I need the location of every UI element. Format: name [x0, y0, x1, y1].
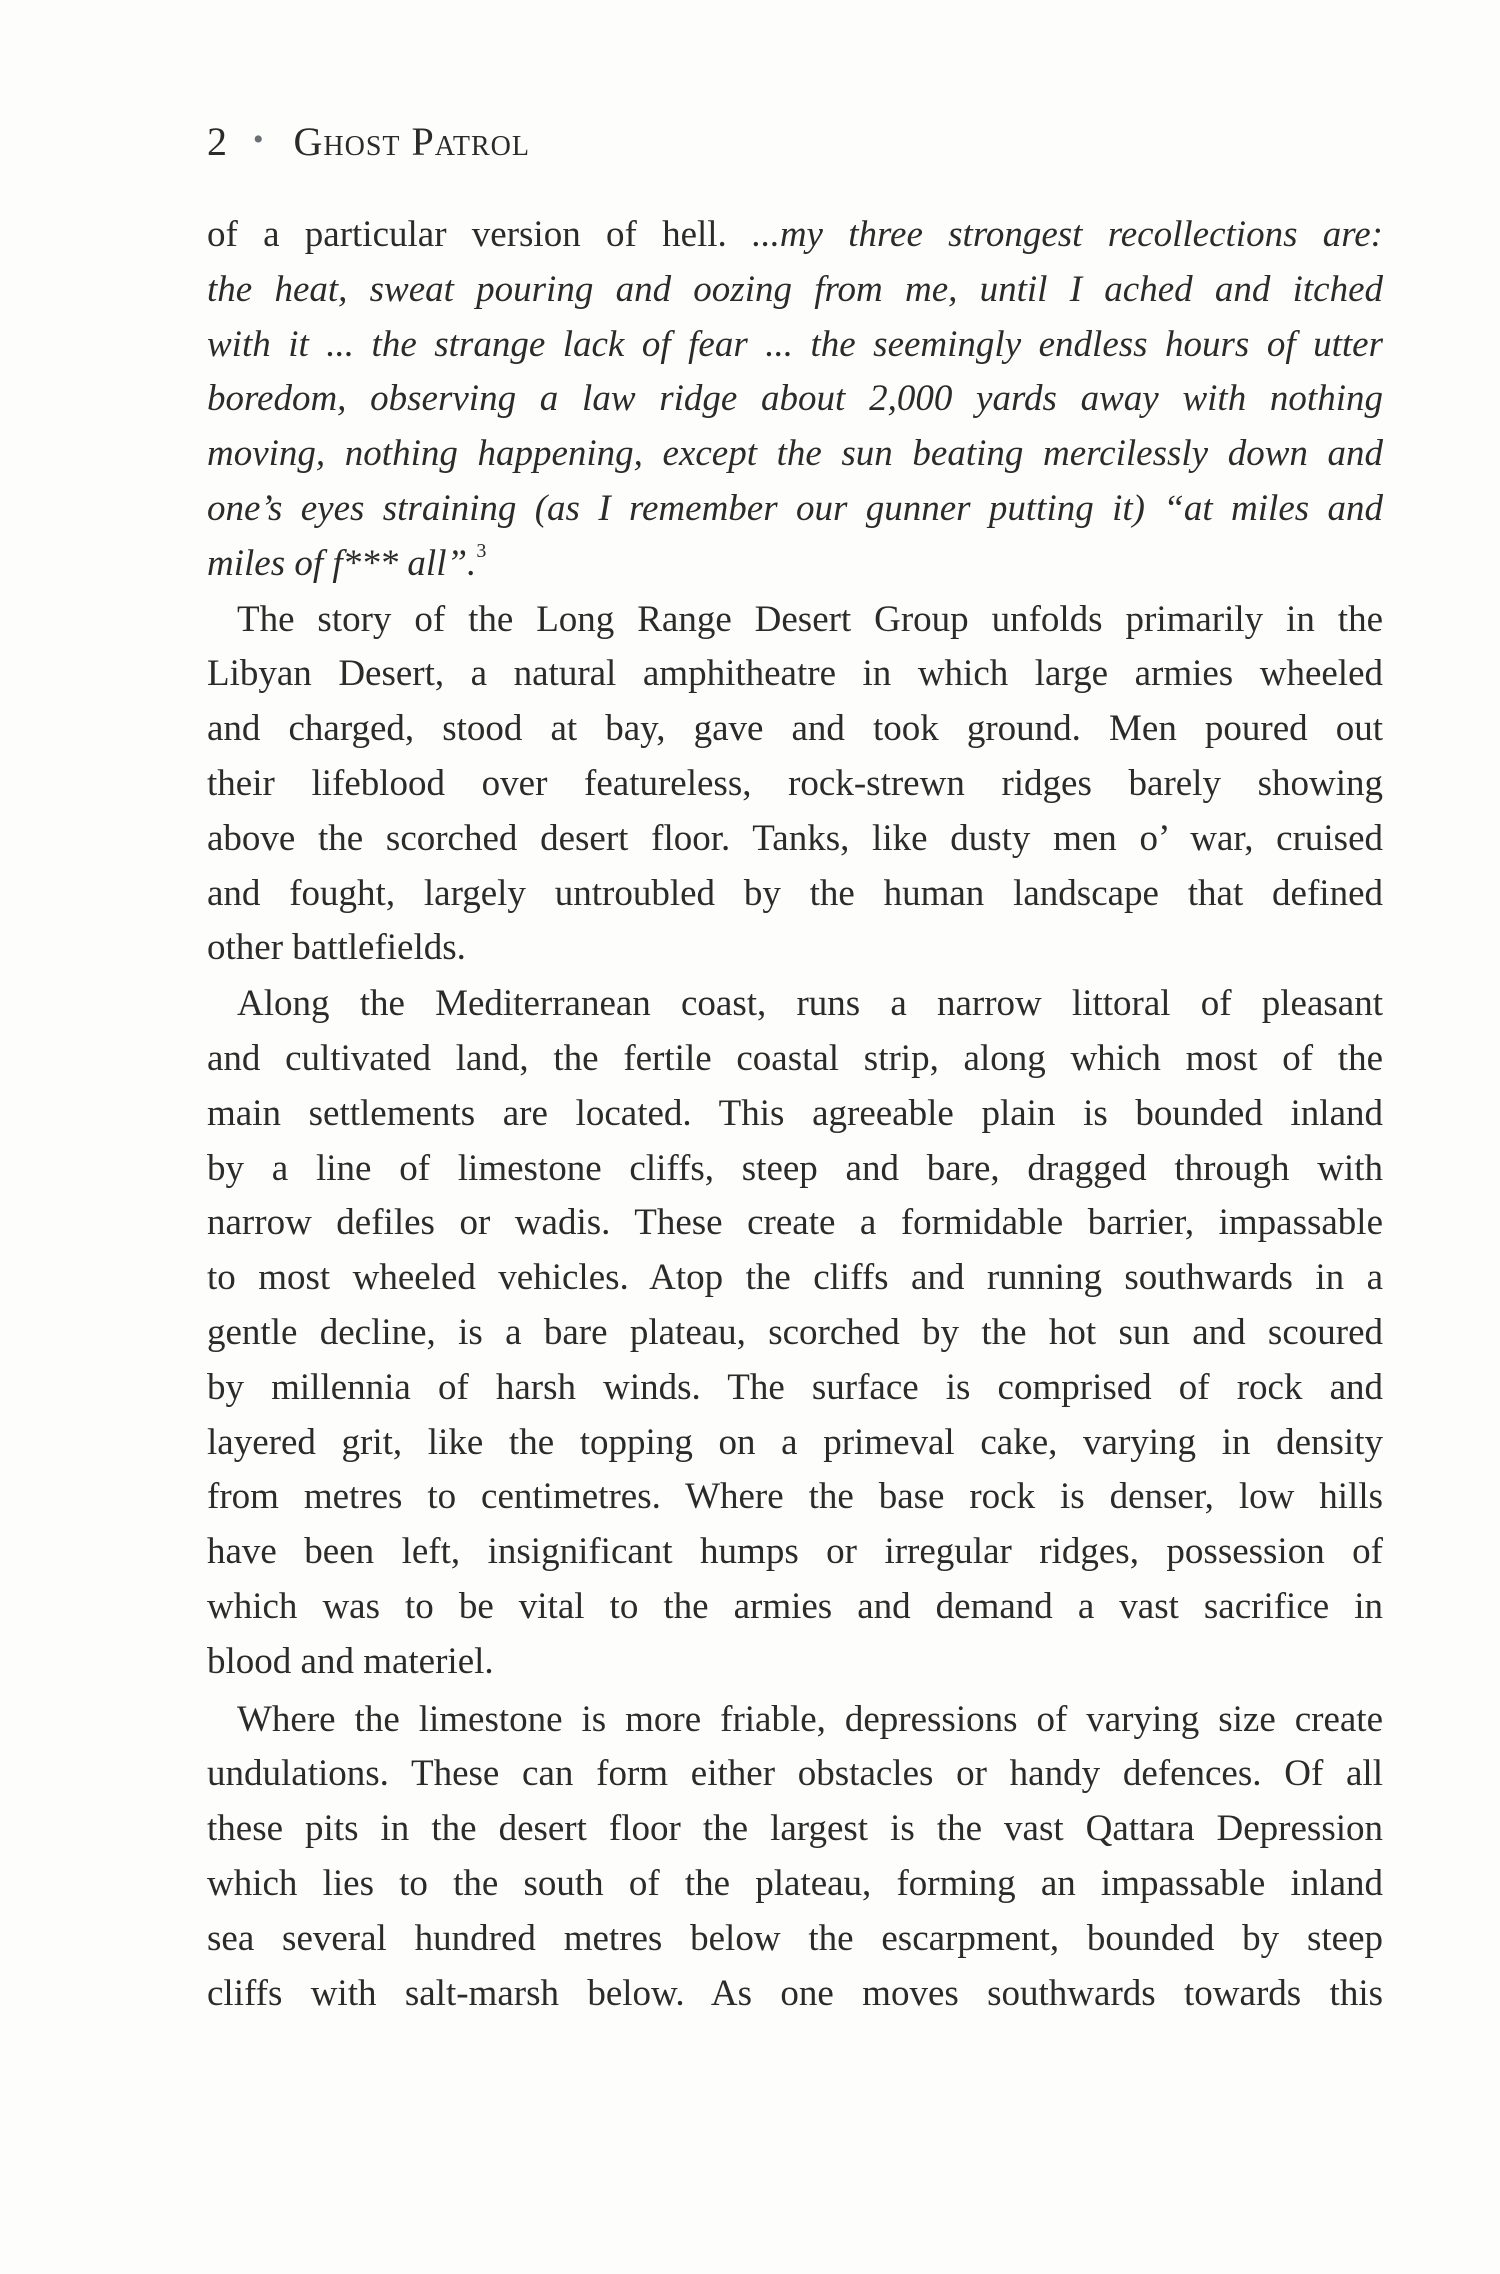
text-line: [207, 1747, 1383, 1802]
text-line: [207, 1196, 1383, 1251]
text-segment: cliffs with salt-marsh below. As one moves southwards towards this: [207, 1972, 1383, 2014]
text-line: [207, 1470, 1383, 1525]
text-segment: The story of the Long Range Desert Group unfolds primarily in the: [237, 598, 1383, 640]
text-segment: and cultivated land, the fertile coastal strip, along which most of the: [207, 1037, 1383, 1079]
quoted-italic-text: boredom, observing a law ridge about 2,000 yards away with nothing: [207, 378, 1383, 420]
text-segment: by a line of limestone cliffs, steep and bare, dragged through with: [207, 1147, 1383, 1189]
text-segment: blood and materiel.: [207, 1640, 494, 1682]
text-segment: and fought, largely untroubled by the human landscape that defined: [207, 872, 1383, 914]
text-line: [207, 977, 1383, 1032]
text-segment: have been left, insignificant humps or irregular ridges, possession of: [207, 1531, 1383, 1573]
text-line: [207, 427, 1383, 482]
paragraph: [207, 977, 1383, 1689]
body-text: [207, 208, 1383, 2021]
text-segment: which lies to the south of the plateau, forming an impassable inland: [207, 1862, 1383, 1904]
text-segment: other battlefields.: [207, 927, 466, 969]
text-segment: these pits in the desert floor the largest is the vast Qattara Depression: [207, 1808, 1383, 1850]
text-segment: narrow defiles or wadis. These create a formidable barrier, impassable: [207, 1202, 1383, 1244]
quoted-italic-text: miles of f*** all”.: [207, 542, 477, 584]
text-line: [207, 1306, 1383, 1361]
paragraph: [207, 208, 1383, 592]
paragraph: [207, 593, 1383, 977]
text-line: [207, 1361, 1383, 1416]
text-segment: and charged, stood at bay, gave and took ground. Men poured out: [207, 708, 1383, 750]
text-segment: by millennia of harsh winds. The surface is comprised of rock and: [207, 1366, 1383, 1408]
text-line: [207, 867, 1383, 922]
text-line: [207, 757, 1383, 812]
header-separator-bullet: •: [253, 123, 264, 156]
text-line: [207, 537, 1383, 592]
text-segment: from metres to centimetres. Where the base rock is denser, low hills: [207, 1476, 1383, 1518]
text-line: [207, 1912, 1383, 1967]
text-line: [207, 1525, 1383, 1580]
text-line: [207, 263, 1383, 318]
text-line: [207, 318, 1383, 373]
text-segment: their lifeblood over featureless, rock-strewn ridges barely showing: [207, 762, 1383, 804]
text-segment: gentle decline, is a bare plateau, scorched by the hot sun and scoured: [207, 1311, 1383, 1353]
text-line: [207, 1857, 1383, 1912]
text-line: [207, 1416, 1383, 1471]
text-segment: above the scorched desert floor. Tanks, like dusty men o’ war, cruised: [207, 817, 1383, 859]
text-line: [207, 1967, 1383, 2022]
text-line: [207, 593, 1383, 648]
text-segment: to most wheeled vehicles. Atop the cliffs and running southwards in a: [207, 1257, 1383, 1299]
text-line: [207, 1142, 1383, 1197]
quoted-italic-text: moving, nothing happening, except the sun beating mercilessly down and: [207, 433, 1383, 475]
text-line: [207, 1693, 1383, 1748]
text-line: [207, 1802, 1383, 1857]
text-line: [207, 921, 1383, 976]
text-line: [207, 372, 1383, 427]
footnote-marker: 3: [476, 539, 487, 562]
quoted-italic-text: with it ... the strange lack of fear ... the seemingly endless hours of utter: [207, 323, 1383, 365]
text-line: [207, 1251, 1383, 1306]
text-segment: layered grit, like the topping on a primeval cake, varying in density: [207, 1421, 1383, 1463]
text-line: [207, 647, 1383, 702]
text-segment: Libyan Desert, a natural amphitheatre in which large armies wheeled: [207, 653, 1383, 695]
running-header: [207, 118, 530, 165]
quoted-italic-text: the heat, sweat pouring and oozing from me, until I ached and itched: [207, 268, 1383, 310]
text-segment: Along the Mediterranean coast, runs a narrow littoral of pleasant: [237, 983, 1383, 1025]
text-segment: Where the limestone is more friable, depressions of varying size create: [237, 1698, 1383, 1740]
book-title: Ghost Patrol: [293, 119, 530, 164]
text-line: [207, 208, 1383, 263]
text-segment: undulations. These can form either obstacles or handy defences. Of all: [207, 1753, 1383, 1795]
text-line: [207, 1032, 1383, 1087]
text-segment: which was to be vital to the armies and demand a vast sacrifice in: [207, 1585, 1383, 1627]
text-segment: of a particular version of hell.: [207, 214, 753, 255]
text-line: [207, 1087, 1383, 1142]
quoted-italic-text: ...my three strongest recollections are:: [752, 214, 1383, 255]
quoted-italic-text: one’s eyes straining (as I remember our gunner putting it) “at miles and: [207, 487, 1383, 529]
paragraph: [207, 1693, 1383, 2022]
text-segment: sea several hundred metres below the escarpment, bounded by steep: [207, 1917, 1383, 1959]
text-segment: main settlements are located. This agreeable plain is bounded inland: [207, 1092, 1383, 1134]
text-line: [207, 812, 1383, 867]
text-line: [207, 702, 1383, 757]
page-number: 2: [207, 119, 227, 164]
text-line: [207, 482, 1383, 537]
text-line: [207, 1635, 1383, 1690]
text-line: [207, 1580, 1383, 1635]
